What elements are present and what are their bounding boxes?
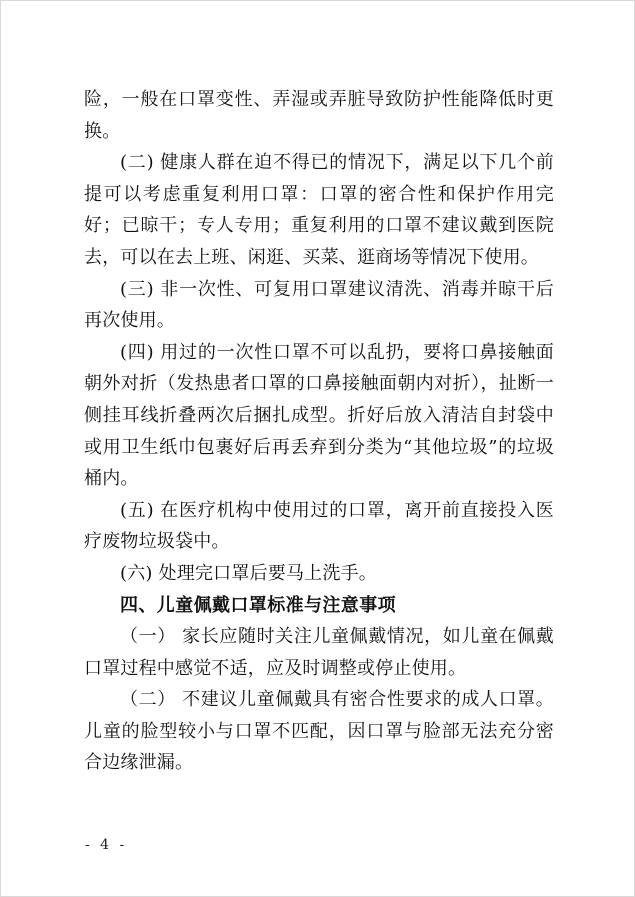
page-number: - 4 - [85,837,128,853]
paragraph-item-3: (三) 非一次性、可复用口罩建议清洗、消毒并晾干后再次使用。 [84,278,554,332]
paragraph-child-item-2: （二） 不建议儿童佩戴具有密合性要求的成人口罩。儿童的脸型较小与口罩不匹配，因口罩与脸部无法充分密合边缘泄漏。 [84,689,554,774]
paragraph-item-5: (五) 在医疗机构中使用过的口罩，离开前直接投入医疗废物垃圾袋中。 [84,499,554,553]
paragraph-continuation: 险，一般在口罩变性、弄湿或弄脏导致防护性能降低时更换。 [84,89,554,142]
document-body [84,84,554,779]
paragraph-child-item-1: （一） 家长应随时关注儿童佩戴情况，如儿童在佩戴口罩过程中感觉不适，应及时调整或停止使用。 [84,626,554,679]
section-heading: 四、儿童佩戴口罩标准与注意事项 [120,594,396,616]
paragraph-item-4: (四) 用过的一次性口罩不可以乱扔，要将口鼻接触面朝外对折（发热患者口罩的口鼻接触面朝内对折），扯断一侧挂耳线折叠两次后捆扎成型。折好后放入清洁自封袋中或用卫生纸巾包裹好后再丢弃到分类为“其他垃圾”的垃圾桶内。 [84,341,554,490]
paragraph-item-6: (六) 处理完口罩后要马上洗手。 [120,562,377,584]
paragraph-item-2: (二) 健康人群在迫不得已的情况下，满足以下几个前提可以考虑重复利用口罩：口罩的密合性和保护作用完好；已晾干；专人专用；重复利用的口罩不建议戴到医院去，可以在去上班、闲逛、买菜、逛商场等情况下使用。 [84,152,554,268]
